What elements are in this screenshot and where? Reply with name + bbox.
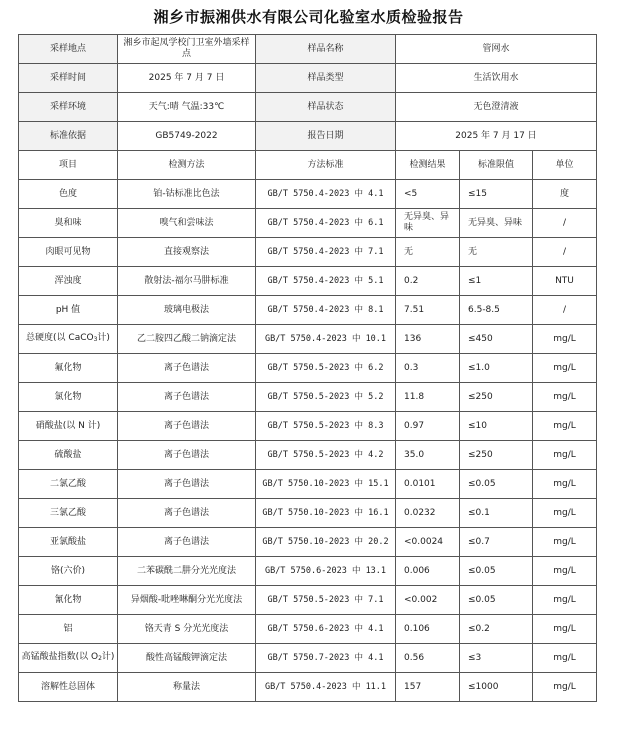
standard-cell: GB/T 5750.4-2023 中 5.1 — [256, 267, 396, 296]
method-cell: 离子色谱法 — [118, 528, 256, 557]
limit-cell: ≤15 — [460, 180, 533, 209]
result-cell: 0.2 — [396, 267, 460, 296]
unit-cell: mg/L — [533, 325, 597, 354]
standard-cell: GB/T 5750.7-2023 中 4.1 — [256, 644, 396, 673]
item-cell: 臭和味 — [19, 209, 118, 238]
standard-cell: GB/T 5750.4-2023 中 6.1 — [256, 209, 396, 238]
method-cell: 离子色谱法 — [118, 499, 256, 528]
standard-cell: GB/T 5750.5-2023 中 8.3 — [256, 412, 396, 441]
standard-cell: GB/T 5750.4-2023 中 7.1 — [256, 238, 396, 267]
result-cell: 136 — [396, 325, 460, 354]
header-standard: 方法标准 — [256, 151, 396, 180]
unit-cell: 度 — [533, 180, 597, 209]
standard-cell: GB/T 5750.10-2023 中 15.1 — [256, 470, 396, 499]
limit-cell: ≤3 — [460, 644, 533, 673]
table-row — [19, 586, 597, 615]
item-cell: 氯化物 — [19, 383, 118, 412]
standard-cell: GB/T 5750.4-2023 中 11.1 — [256, 673, 396, 702]
table-row — [19, 296, 597, 325]
table-row — [19, 528, 597, 557]
item-subscript: 2 — [98, 655, 102, 662]
table-row — [19, 354, 597, 383]
result-cell: 0.0232 — [396, 499, 460, 528]
standard-cell: GB/T 5750.4-2023 中 8.1 — [256, 296, 396, 325]
result-cell: 35.0 — [396, 441, 460, 470]
table-row — [19, 325, 597, 354]
result-cell: 11.8 — [396, 383, 460, 412]
result-cell: 0.97 — [396, 412, 460, 441]
method-cell: 铂-钴标准比色法 — [118, 180, 256, 209]
standard-cell: GB/T 5750.5-2023 中 6.2 — [256, 354, 396, 383]
header-limit: 标准限值 — [460, 151, 533, 180]
column-header-row — [19, 151, 597, 180]
table-row — [19, 644, 597, 673]
table-row — [19, 499, 597, 528]
result-cell: 0.3 — [396, 354, 460, 383]
header-item: 项目 — [19, 151, 118, 180]
limit-cell: 无异臭、异味 — [460, 209, 533, 238]
table-row — [19, 470, 597, 499]
method-cell: 玻璃电极法 — [118, 296, 256, 325]
info-row-site — [19, 35, 597, 64]
result-cell: 0.56 — [396, 644, 460, 673]
limit-cell: ≤0.2 — [460, 615, 533, 644]
sample-state-label: 样品状态 — [256, 93, 396, 122]
unit-cell: mg/L — [533, 586, 597, 615]
unit-cell: / — [533, 296, 597, 325]
limit-cell: ≤1.0 — [460, 354, 533, 383]
header-result: 检测结果 — [396, 151, 460, 180]
sample-type-value: 生活饮用水 — [396, 64, 597, 93]
method-cell: 异烟酸-吡唑啉酮分光光度法 — [118, 586, 256, 615]
method-cell: 离子色谱法 — [118, 470, 256, 499]
sample-state-value: 无色澄清液 — [396, 93, 597, 122]
limit-cell: ≤0.05 — [460, 586, 533, 615]
standard-cell: GB/T 5750.10-2023 中 16.1 — [256, 499, 396, 528]
info-row-basis — [19, 122, 597, 151]
header-method: 检测方法 — [118, 151, 256, 180]
result-cell: 0.0101 — [396, 470, 460, 499]
time-label: 采样时间 — [19, 64, 118, 93]
item-cell: 铝 — [19, 615, 118, 644]
result-cell: 157 — [396, 673, 460, 702]
standard-cell: GB/T 5750.5-2023 中 5.2 — [256, 383, 396, 412]
table-row — [19, 209, 597, 238]
item-cell — [19, 644, 118, 673]
item-cell: 色度 — [19, 180, 118, 209]
result-cell: 无 — [396, 238, 460, 267]
limit-cell: ≤0.7 — [460, 528, 533, 557]
time-value: 2025 年 7 月 7 日 — [118, 64, 256, 93]
standard-cell: GB/T 5750.10-2023 中 20.2 — [256, 528, 396, 557]
sample-name-value: 管网水 — [396, 35, 597, 64]
standard-cell: GB/T 5750.4-2023 中 4.1 — [256, 180, 396, 209]
unit-cell: mg/L — [533, 615, 597, 644]
table-row — [19, 557, 597, 586]
method-cell: 铬天青 S 分光光度法 — [118, 615, 256, 644]
method-cell: 离子色谱法 — [118, 354, 256, 383]
item-suffix: 计) — [101, 652, 115, 662]
unit-cell: mg/L — [533, 499, 597, 528]
item-cell: 氟化物 — [19, 354, 118, 383]
limit-cell: ≤450 — [460, 325, 533, 354]
standard-cell: GB/T 5750.5-2023 中 7.1 — [256, 586, 396, 615]
item-cell: 硫酸盐 — [19, 441, 118, 470]
unit-cell: mg/L — [533, 441, 597, 470]
result-cell: <0.0024 — [396, 528, 460, 557]
env-value: 天气:晴 气温:33℃ — [118, 93, 256, 122]
method-cell: 二苯碳酰二肼分光光度法 — [118, 557, 256, 586]
table-row — [19, 673, 597, 702]
basis-value: GB5749-2022 — [118, 122, 256, 151]
item-cell: 亚氯酸盐 — [19, 528, 118, 557]
table-row — [19, 180, 597, 209]
unit-cell: mg/L — [533, 383, 597, 412]
limit-cell: ≤0.05 — [460, 557, 533, 586]
table-row — [19, 615, 597, 644]
item-prefix: 高锰酸盐指数(以 O — [21, 652, 99, 662]
sample-type-label: 样品类型 — [256, 64, 396, 93]
unit-cell: / — [533, 209, 597, 238]
item-cell: 浑浊度 — [19, 267, 118, 296]
limit-cell: ≤250 — [460, 383, 533, 412]
result-cell: 0.006 — [396, 557, 460, 586]
item-cell — [19, 325, 118, 354]
item-cell: 硝酸盐(以 N 计) — [19, 412, 118, 441]
limit-cell: 6.5-8.5 — [460, 296, 533, 325]
table-row — [19, 267, 597, 296]
unit-cell: mg/L — [533, 557, 597, 586]
unit-cell: mg/L — [533, 470, 597, 499]
limit-cell: ≤250 — [460, 441, 533, 470]
item-cell: 溶解性总固体 — [19, 673, 118, 702]
sample-name-label: 样品名称 — [256, 35, 396, 64]
item-prefix: 总硬度(以 CaCO — [26, 333, 94, 343]
standard-cell: GB/T 5750.5-2023 中 4.2 — [256, 441, 396, 470]
site-label: 采样地点 — [19, 35, 118, 64]
report-date-value: 2025 年 7 月 17 日 — [396, 122, 597, 151]
method-cell: 离子色谱法 — [118, 412, 256, 441]
limit-cell: 无 — [460, 238, 533, 267]
standard-cell: GB/T 5750.4-2023 中 10.1 — [256, 325, 396, 354]
table-row — [19, 441, 597, 470]
item-cell: 三氯乙酸 — [19, 499, 118, 528]
info-row-time — [19, 64, 597, 93]
result-cell: 7.51 — [396, 296, 460, 325]
unit-cell: mg/L — [533, 644, 597, 673]
header-unit: 单位 — [533, 151, 597, 180]
report-table — [18, 34, 597, 702]
item-cell: 肉眼可见物 — [19, 238, 118, 267]
item-cell: pH 值 — [19, 296, 118, 325]
env-label: 采样环境 — [19, 93, 118, 122]
unit-cell: mg/L — [533, 412, 597, 441]
item-subscript: 3 — [93, 336, 98, 343]
info-row-env — [19, 93, 597, 122]
item-suffix: 计) — [97, 333, 110, 343]
report-title: 湘乡市振湘供水有限公司化验室水质检验报告 — [153, 8, 464, 26]
item-cell: 铬(六价) — [19, 557, 118, 586]
limit-cell: ≤0.1 — [460, 499, 533, 528]
table-row — [19, 383, 597, 412]
standard-cell: GB/T 5750.6-2023 中 13.1 — [256, 557, 396, 586]
report-date-label: 报告日期 — [256, 122, 396, 151]
method-cell: 散射法-福尔马肼标准 — [118, 267, 256, 296]
method-cell: 酸性高锰酸钾滴定法 — [118, 644, 256, 673]
unit-cell: / — [533, 238, 597, 267]
method-cell: 嗅气和尝味法 — [118, 209, 256, 238]
unit-cell: mg/L — [533, 354, 597, 383]
method-cell: 称量法 — [118, 673, 256, 702]
result-cell: <5 — [396, 180, 460, 209]
limit-cell: ≤1000 — [460, 673, 533, 702]
table-row — [19, 238, 597, 267]
unit-cell: NTU — [533, 267, 597, 296]
standard-cell: GB/T 5750.6-2023 中 4.1 — [256, 615, 396, 644]
limit-cell: ≤1 — [460, 267, 533, 296]
method-cell: 离子色谱法 — [118, 441, 256, 470]
item-cell: 氰化物 — [19, 586, 118, 615]
unit-cell: mg/L — [533, 528, 597, 557]
limit-cell: ≤0.05 — [460, 470, 533, 499]
result-cell: 无异臭、异味 — [396, 209, 460, 238]
result-cell: <0.002 — [396, 586, 460, 615]
method-cell: 乙二胺四乙酸二钠滴定法 — [118, 325, 256, 354]
result-cell: 0.106 — [396, 615, 460, 644]
method-cell: 离子色谱法 — [118, 383, 256, 412]
method-cell: 直接观察法 — [118, 238, 256, 267]
limit-cell: ≤10 — [460, 412, 533, 441]
table-row — [19, 412, 597, 441]
item-cell: 二氯乙酸 — [19, 470, 118, 499]
unit-cell: mg/L — [533, 673, 597, 702]
site-value: 湘乡市起凤学校门卫室外墙采样点 — [118, 35, 256, 64]
basis-label: 标准依据 — [19, 122, 118, 151]
